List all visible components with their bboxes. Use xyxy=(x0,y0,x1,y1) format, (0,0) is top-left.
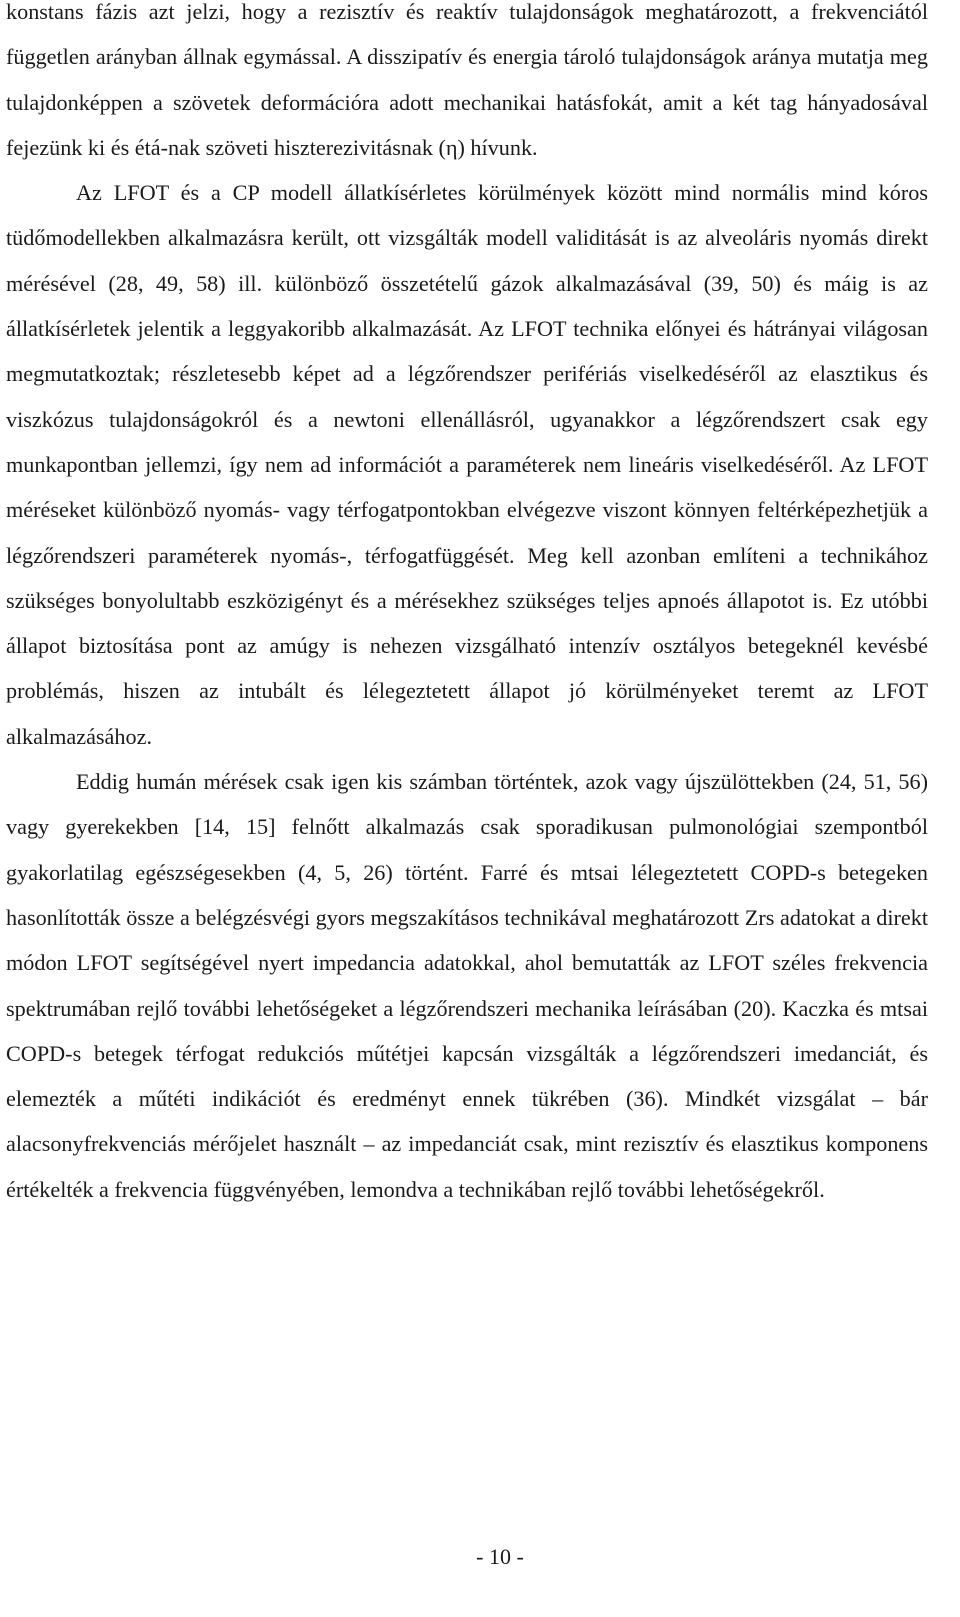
paragraph-human-measurements: Eddig humán mérések csak igen kis számban történtek, azok vagy újszülöttekben (24, 51, 56) vagy gyerekekben [14, 15] felnőtt alkalmazás csak sporadikusan pulmonológiai szempontból gyakorlatilag egészségesekben (4, 5, 26) történt. Farré és mtsai lélegeztetett COPD-s betegeken hasonlították össze a belégzésvégi gyors megszakításos technikával meghatározott Zrs adatokat a direkt módon LFOT segítségével nyert impedancia adatokkal, ahol bemutatták az LFOT széles frekvencia spektrumában rejlő további lehetőségeket a légzőrendszeri mechanika leírásában (20). Kaczka és mtsai COPD-s betegek térfogat redukciós műtétjei kapcsán vizsgálták a légzőrendszeri imedanciát, és elemezték a műtéti indikációt és eredményt ennek tükrében (36). Mindkét vizsgálat – bár alacsonyfrekvenciás mérőjelet használt – az impedanciát csak, mint rezisztív és elasztikus komponens értékelték a frekvencia függvényében, lemondva a technikában rejlő további lehetőségekről. xyxy=(6,769,928,1202)
body-text xyxy=(6,0,928,1212)
page-number: - 10 - xyxy=(476,1544,524,1569)
paragraph-continued: konstans fázis azt jelzi, hogy a rezisztív és reaktív tulajdonságok meghatározott, a frekvenciától független arányban állnak egymással. A disszipatív és energia tároló tulajdonságok aránya mutatja meg tulajdonképpen a szövetek deformációra adott mechanikai hatásfokát, amit a két tag hányadosával fejezünk ki és étá-nak szöveti hiszterezivitásnak (η) hívunk. xyxy=(6,0,928,160)
paragraph-lfot-cp-model: Az LFOT és a CP modell állatkísérletes körülmények között mind normális mind kóros tüdőmodellekben alkalmazásra került, ott vizsgálták modell validitását is az alveoláris nyomás direkt mérésével (28, 49, 58) ill. különböző összetételű gázok alkalmazásával (39, 50) és máig is az állatkísérletek jelentik a leggyakoribb alkalmazását. Az LFOT technika előnyei és hátrányai világosan megmutatkoztak; részletesebb képet ad a légzőrendszer perifériás viselkedéséről az elasztikus és viszkózus tulajdonságokról és a newtoni ellenállásról, ugyanakkor a légzőrendszert csak egy munkapontban jellemzi, így nem ad információt a paraméterek nem lineáris viselkedéséről. Az LFOT méréseket különböző nyomás- vagy térfogatpontokban elvégezve viszont könnyen feltérképezhetjük a légzőrendszeri paraméterek nyomás-, térfogatfüggését. Meg kell azonban említeni a technikához szükséges bonyolultabb eszközigényt és a mérésekhez szükséges teljes apnoés állapotot is. Ez utóbbi állapot biztosítása pont az amúgy is nehezen vizsgálható intenzív osztályos betegeknél kevésbé problémás, hiszen az intubált és lélegeztetett állapot jó körülményeket teremt az LFOT alkalmazásához. xyxy=(6,180,928,749)
